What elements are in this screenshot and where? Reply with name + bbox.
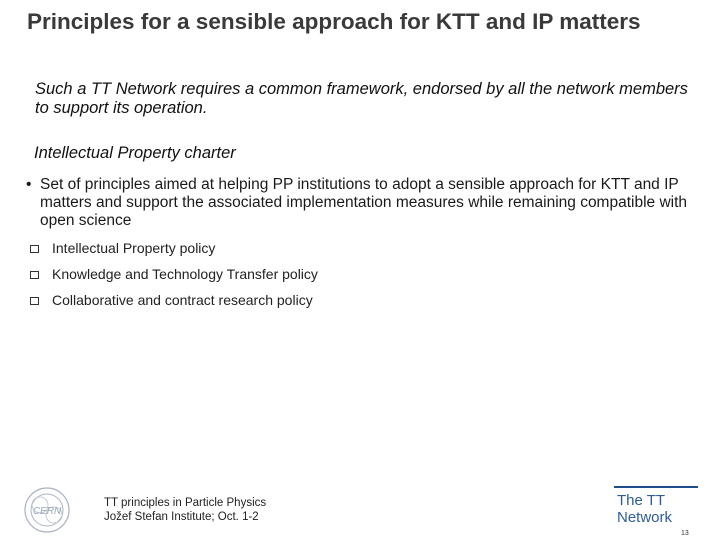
footer-venue-date: Jožef Stefan Institute; Oct. 1-2 [104,511,259,523]
bullet-marker: • [26,176,32,193]
square-bullet-icon [30,297,39,305]
sub-item [30,238,630,264]
logo-wordmark: CERN [32,506,62,517]
bullet-text: Set of principles aimed at helping PP institutions to adopt a sensible approach for KTT and IP matters and support the associated implementation measures while remaining compatible with open science [40,176,688,229]
brand-line-2: Network [617,509,673,526]
square-bullet-icon [30,245,39,253]
brand-label [617,492,672,526]
section-heading: Intellectual Property charter [34,144,236,162]
brand-line-1: The TT [617,492,666,509]
square-bullet-icon [30,271,39,279]
bullet-point [26,176,706,230]
sub-item-list [30,238,630,316]
sub-item-label: Knowledge and Technology Transfer policy [52,266,318,282]
footer-info [104,496,266,524]
slide-title: Principles for a sensible approach for KTT and IP matters [27,9,641,34]
sub-item-label: Intellectual Property policy [52,240,216,256]
brand-divider [614,486,698,488]
sub-item-label: Collaborative and contract research policy [52,292,313,308]
sub-item [30,290,630,316]
cern-logo-icon [22,485,72,535]
sub-item [30,264,630,290]
intro-text: Such a TT Network requires a common framework, endorsed by all the network members to support its operation. [35,80,688,117]
footer-event-title: TT principles in Particle Physics [104,497,267,509]
page-number: 13 [681,530,689,537]
